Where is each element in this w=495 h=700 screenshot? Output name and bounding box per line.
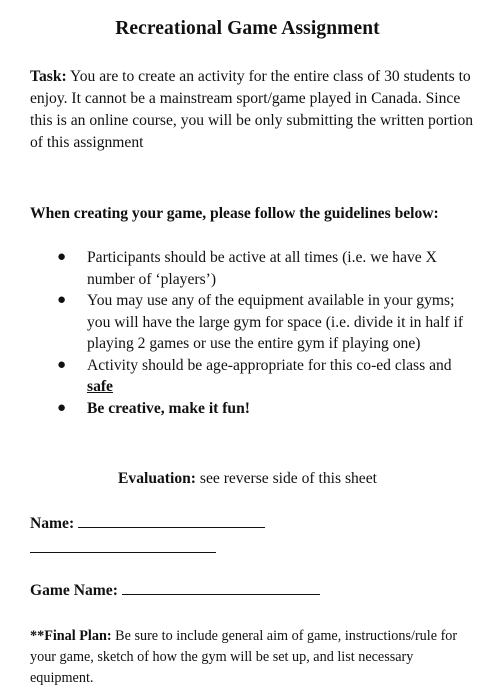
evaluation-line (0, 468, 495, 490)
name-label: Name: (30, 515, 75, 532)
evaluation-label: Evaluation: (118, 470, 196, 487)
list-item (30, 355, 480, 398)
list-item (30, 290, 480, 355)
guideline-text: Participants should be active at all times (i.e. we have X number of ‘players’) (87, 249, 437, 288)
list-item (30, 247, 480, 290)
name-blank-line[interactable] (78, 513, 265, 528)
final-plan-label: **Final Plan: (30, 628, 112, 644)
guideline-text: Activity should be age-appropriate for this co-ed class and (87, 356, 452, 374)
name-blank-line-2[interactable] (30, 552, 216, 553)
task-paragraph (30, 66, 478, 154)
guidelines-list (30, 247, 480, 419)
game-name-blank-line[interactable] (122, 580, 320, 595)
final-plan-paragraph (30, 626, 480, 689)
task-text: You are to create an activity for the entire class of 30 students to enjoy. It cannot be a mainstream sport/game played in Canada. Since this is an online course, you will be only submitting the written portion of this assignment (30, 68, 474, 151)
guideline-text: You may use any of the equipment available in your gyms; you will have the large gym for space (i.e. divide it in half if playing 2 games or use the entire gym if playing one) (87, 292, 464, 352)
safe-emphasis: safe (87, 378, 113, 395)
bullet-icon: ● (57, 292, 67, 308)
bullet-icon: ● (57, 399, 67, 416)
final-plan-text: Be sure to include general aim of game, instructions/rule for your game, sketch of how the gym will be set up, and list necessary equipment. (30, 628, 458, 686)
bullet-icon: ● (57, 356, 67, 373)
game-name-label: Game Name: (30, 582, 118, 599)
guidelines-heading: When creating your game, please follow the guidelines below: (30, 205, 439, 222)
evaluation-text: see reverse side of this sheet (195, 470, 377, 487)
guideline-text: Be creative, make it fun! (87, 399, 250, 417)
task-label: Task: (30, 68, 67, 85)
game-name-field (30, 580, 320, 602)
name-field (30, 513, 265, 535)
page-title: Recreational Game Assignment (115, 18, 380, 39)
bullet-icon: ● (57, 249, 67, 265)
list-item (30, 398, 480, 420)
